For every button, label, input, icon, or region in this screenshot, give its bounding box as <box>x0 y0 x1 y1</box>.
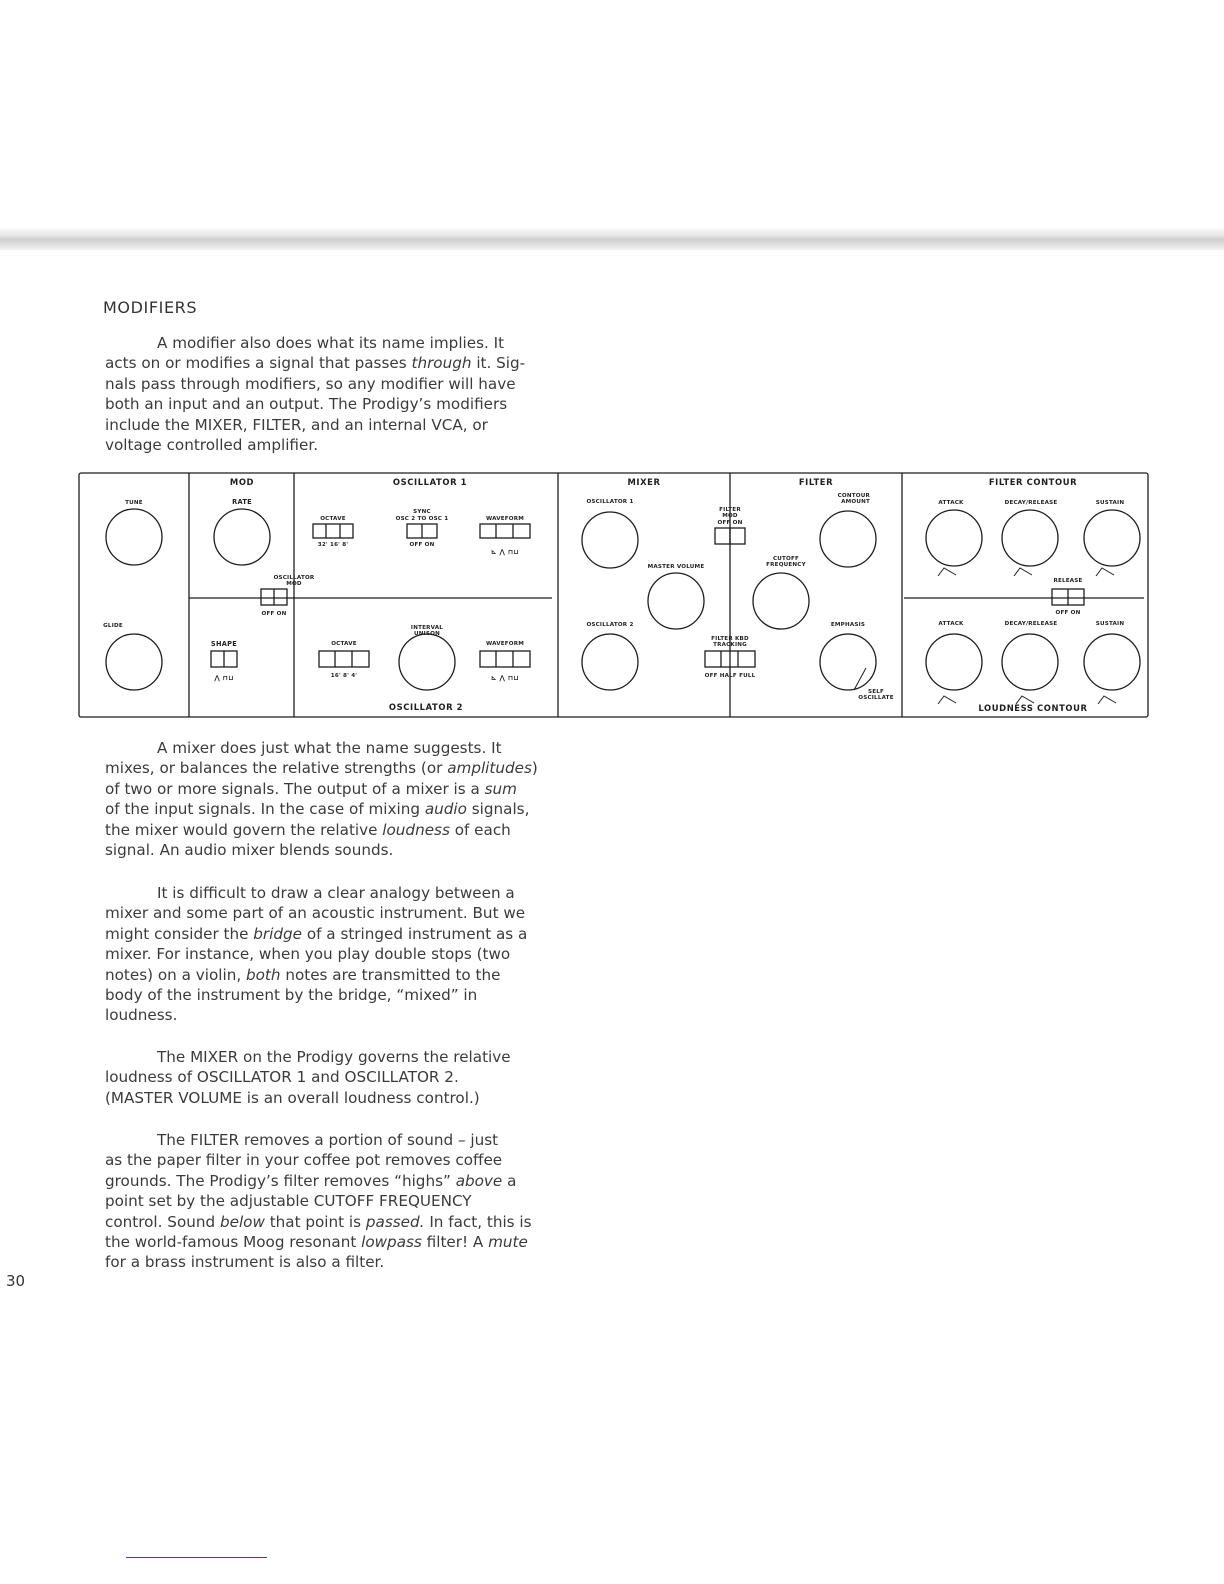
page-number: 30 <box>6 1272 26 1290</box>
glide-label: GLIDE <box>103 623 123 629</box>
mixer-osc1-knob <box>582 512 638 568</box>
octave1-values: 32' 16' 8' <box>317 542 349 548</box>
loudness-contour-header: LOUDNESS CONTOUR <box>978 703 1088 713</box>
contour-label-2: AMOUNT <box>841 499 870 505</box>
sync-switch <box>407 524 437 538</box>
release-label: RELEASE <box>1053 578 1083 584</box>
emphasized-word: passed. <box>365 1212 425 1231</box>
oscillator2-header: OSCILLATOR 2 <box>388 702 464 712</box>
waveform1-icons: ⊾ ⋀ ⊓⊔ <box>491 548 519 556</box>
cutoff-label-2: FREQUENCY <box>766 562 806 568</box>
filter-sustain-label: SUSTAIN <box>1095 500 1125 506</box>
waveform2-switch <box>480 651 530 667</box>
text-line: A modifier also does what its name implies. It <box>157 334 505 352</box>
text-line: The MIXER on the Prodigy governs the relative <box>157 1048 511 1066</box>
emphasized-word: through <box>411 354 472 373</box>
text-line: acts on or modifies a signal that passes through it. Sig- <box>105 354 526 373</box>
self-oscillate-label-2: OSCILLATE <box>858 695 894 701</box>
filter-sustain-knob <box>1084 510 1140 566</box>
loudness-sustain-knob <box>1084 634 1140 690</box>
master-volume-knob <box>648 573 704 629</box>
emphasized-word: lowpass <box>361 1233 422 1252</box>
release-switch <box>1052 589 1084 605</box>
interval-label-2: UNISON <box>414 631 440 637</box>
emphasis-label: EMPHASIS <box>830 622 866 628</box>
contour-amount-knob <box>820 511 876 567</box>
loudness-decay-label: DECAY/RELEASE <box>1004 621 1058 627</box>
bottom-rule <box>126 1557 267 1558</box>
text-line: mixer. For instance, when you play double stops (two <box>105 945 511 964</box>
cutoff-label-1: CUTOFF <box>772 556 800 562</box>
kbd-label-2: TRACKING <box>713 642 747 648</box>
text-line: voltage controlled amplifier. <box>105 436 319 455</box>
emphasized-word: audio <box>424 800 467 819</box>
mod-header: MOD <box>229 477 255 487</box>
loudness-sustain-label: SUSTAIN <box>1095 621 1125 627</box>
section-heading: MODIFIERS <box>103 298 198 317</box>
waveform2-label: WAVEFORM <box>485 641 525 647</box>
text-line: nals pass through modifiers, so any modifier will have <box>105 374 516 393</box>
text-line: The FILTER removes a portion of sound – just <box>157 1131 499 1149</box>
text-line: It is difficult to draw a clear analogy between a <box>157 884 515 902</box>
emphasized-word: loudness <box>382 820 450 839</box>
mixer-osc1-label: OSCILLATOR 1 <box>586 499 634 505</box>
filter-mod-label-1: FILTER <box>719 507 741 513</box>
interval-knob <box>399 634 455 690</box>
text-line: of the input signals. In the case of mixing audio signals, <box>105 800 530 819</box>
glide-knob <box>106 634 162 690</box>
text-line: loudness. <box>105 1006 178 1025</box>
text-line: the mixer would govern the relative loudness of each <box>105 820 511 839</box>
oscillator1-header: OSCILLATOR 1 <box>392 477 468 487</box>
emphasized-word: mute <box>488 1233 528 1252</box>
mixer-paragraph <box>105 738 565 860</box>
octave1-label: OCTAVE <box>320 516 346 522</box>
shape-icons: ⋀ ⊓⊔ <box>214 674 234 682</box>
cutoff-frequency-knob <box>753 573 809 629</box>
waveform1-switch <box>480 524 530 538</box>
emphasized-word: both <box>245 965 281 984</box>
filter-header: FILTER <box>798 477 834 487</box>
osc-mod-label-2: MOD <box>286 581 302 587</box>
emphasized-word: amplitudes <box>447 759 532 778</box>
text-line: both an input and an output. The Prodigy’s modifiers <box>105 395 508 414</box>
filter-mod-switch <box>715 528 745 544</box>
text-line: of two or more signals. The output of a mixer is a sum <box>105 779 517 798</box>
analogy-paragraph <box>105 883 565 1026</box>
text-line: loudness of OSCILLATOR 1 and OSCILLATOR 2. <box>105 1068 459 1087</box>
master-volume-label: MASTER VOLUME <box>647 564 705 570</box>
octave1-switch <box>313 524 353 538</box>
text-line: body of the instrument by the bridge, “mixed” in <box>105 986 478 1005</box>
text-line: for a brass instrument is also a filter. <box>105 1253 385 1272</box>
octave2-values: 16' 8' 4' <box>330 673 358 679</box>
filter-attack-knob <box>926 510 982 566</box>
osc-mod-values: OFF ON <box>261 611 287 617</box>
emphasized-word: below <box>219 1212 265 1231</box>
octave2-switch <box>319 651 369 667</box>
emphasized-word: sum <box>484 779 517 798</box>
filter-attack-label: ATTACK <box>938 500 964 506</box>
mixer-osc2-label: OSCILLATOR 2 <box>586 622 634 628</box>
kbd-values: OFF HALF FULL <box>704 673 756 679</box>
text-line: grounds. The Prodigy’s filter removes “highs” above a <box>105 1171 517 1190</box>
text-line: notes) on a violin, both notes are transmitted to the <box>105 965 501 984</box>
filter-decay-knob <box>1002 510 1058 566</box>
intro-paragraph <box>105 333 565 455</box>
text-line: include the MIXER, FILTER, and an internal VCA, or <box>105 415 488 434</box>
text-line: control. Sound below that point is passed. In fact, this is <box>105 1212 532 1231</box>
tune-label: TUNE <box>125 500 143 506</box>
mixer-header: MIXER <box>627 477 661 487</box>
emphasized-word: bridge <box>253 924 303 943</box>
interval-label-1: INTERVAL <box>410 625 444 631</box>
mixer-osc2-knob <box>582 634 638 690</box>
text-line: mixes, or balances the relative strengths (or amplitudes) <box>105 759 538 778</box>
waveform1-label: WAVEFORM <box>485 516 525 522</box>
text-line: A mixer does just what the name suggests. It <box>157 739 502 757</box>
scan-edge-shadow <box>0 226 1224 250</box>
loudness-attack-label: ATTACK <box>938 621 964 627</box>
filter-decay-label: DECAY/RELEASE <box>1004 500 1058 506</box>
rate-label: RATE <box>232 498 252 506</box>
emphasis-knob <box>820 634 876 690</box>
text-line: as the paper filter in your coffee pot removes coffee <box>105 1151 503 1170</box>
text-line: mixer and some part of an acoustic instrument. But we <box>105 904 526 923</box>
release-values: OFF ON <box>1055 610 1081 616</box>
filter-mod-label-2: MOD <box>722 513 738 519</box>
text-line: (MASTER VOLUME is an overall loudness control.) <box>105 1088 480 1107</box>
osc-mod-label-1: OSCILLATOR <box>273 575 315 581</box>
loudness-decay-knob <box>1002 634 1058 690</box>
tune-knob <box>106 509 162 565</box>
sync-values: OFF ON <box>409 542 435 548</box>
prodigy-mixer-paragraph <box>105 1047 565 1108</box>
prodigy-front-panel-diagram <box>78 472 1150 720</box>
rate-knob <box>214 509 270 565</box>
waveform2-icons: ⊾ ⋀ ⊓⊔ <box>491 674 519 682</box>
octave2-label: OCTAVE <box>331 641 357 647</box>
sync-label-1: SYNC <box>413 509 431 515</box>
filter-paragraph <box>105 1130 565 1273</box>
emphasized-word: above <box>455 1171 503 1190</box>
text-line: point set by the adjustable CUTOFF FREQUENCY <box>105 1192 472 1211</box>
kbd-label-1: FILTER KBD <box>711 636 749 642</box>
sync-label-2: OSC 2 TO OSC 1 <box>395 516 449 522</box>
filter-mod-values: OFF ON <box>717 520 743 526</box>
contour-label-1: CONTOUR <box>837 493 870 499</box>
osc-mod-switch <box>261 589 287 605</box>
text-line: the world-famous Moog resonant lowpass filter! A mute <box>105 1233 528 1252</box>
filter-contour-header: FILTER CONTOUR <box>988 477 1078 487</box>
loudness-attack-knob <box>926 634 982 690</box>
self-oscillate-label-1: SELF <box>867 689 885 695</box>
shape-switch <box>211 651 237 667</box>
shape-label: SHAPE <box>210 640 238 648</box>
text-line: might consider the bridge of a stringed instrument as a <box>105 924 528 943</box>
text-line: signal. An audio mixer blends sounds. <box>105 841 394 860</box>
